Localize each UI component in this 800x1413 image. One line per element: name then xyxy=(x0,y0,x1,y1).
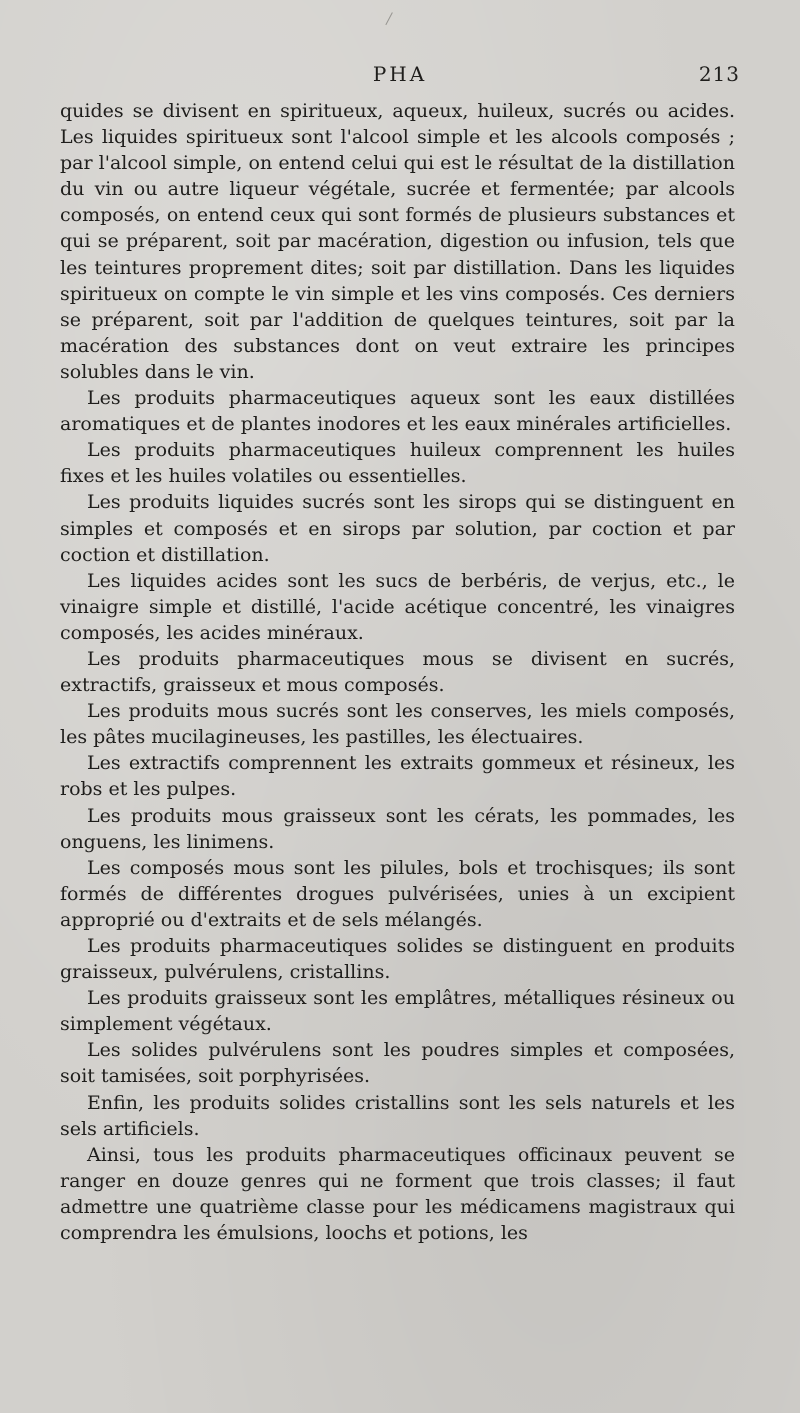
paragraph: Les liquides acides sont les sucs de berbéris, de verjus, etc., le vinaigre simple et distillé, l'acide acétique concentré, les vinaigres composés, les acides minéraux. xyxy=(60,569,735,644)
paragraph: Les solides pulvérulens sont les poudres simples et composées, soit tamisées, soit porphyrisées. xyxy=(60,1039,735,1088)
paragraph: Les produits mous graisseux sont les cérats, les pommades, les onguens, les linimens. xyxy=(60,804,735,853)
paragraph: quides se divisent en spiritueux, aqueux, huileux, sucrés ou acides. Les liquides spiritueux sont l'alcool simple et les alcools composés ; par l'alcool simple, on entend celui qui est le résultat de la distillation du vin ou autre liqueur végétale, sucrée et fermentée; par alcools composés, on entend ceux qui sont formés de plusieurs substances et qui se préparent, soit par macération, digestion ou infusion, tels que les teintures proprement dites; soit par distillation. Dans les liquides spiritueux on compte le vin simple et les vins composés. Ces derniers se préparent, soit par l'addition de quelques teintures, soit par la macération des substances dont on veut extraire les principes solubles dans le vin. xyxy=(60,100,735,383)
paragraph: Enfin, les produits solides cristallins sont les sels naturels et les sels artificiels. xyxy=(60,1091,735,1140)
paragraph: Ainsi, tous les produits pharmaceutiques officinaux peuvent se ranger en douze genres qui ne forment que trois classes; il faut admettre une quatrième classe pour les médicamens magistraux qui comprendra les émulsions, loochs et potions, les xyxy=(60,1143,735,1245)
paragraph: Les produits pharmaceutiques solides se distinguent en produits graisseux, pulvérulens, cristallins. xyxy=(60,935,735,984)
paragraph: Les produits graisseux sont les emplâtres, métalliques résineux ou simplement végétaux. xyxy=(60,987,735,1036)
paragraph: Les produits liquides sucrés sont les sirops qui se distinguent en simples et composés et en sirops par solution, par coction et par coction et distillation. xyxy=(60,491,735,566)
page-number: 213 xyxy=(698,62,740,86)
paragraph: Les produits pharmaceutiques mous se divisent en sucrés, extractifs, graisseux et mous composés. xyxy=(60,647,735,697)
paragraph: Les composés mous sont les pilules, bols et trochisques; ils sont formés de différentes drogues pulvérisées, unies à un excipient approprié ou d'extraits et de sels mélangés. xyxy=(60,856,735,931)
paragraph: Les produits pharmaceutiques huileux comprennent les huiles fixes et les huiles volatiles ou essentielles. xyxy=(60,439,735,488)
paragraph: Les extractifs comprennent les extraits gommeux et résineux, les robs et les pulpes. xyxy=(60,752,735,801)
paragraph: Les produits pharmaceutiques aqueux sont les eaux distillées aromatiques et de plantes inodores et les eaux minérales artificielles. xyxy=(60,387,735,436)
paragraph: Les produits mous sucrés sont les conserves, les miels composés, les pâtes mucilagineuses, les pastilles, les électuaires. xyxy=(60,700,735,749)
running-head: PHA xyxy=(372,62,428,86)
ink-mark xyxy=(385,12,401,30)
page-header xyxy=(60,62,740,96)
body-text xyxy=(60,98,735,1246)
